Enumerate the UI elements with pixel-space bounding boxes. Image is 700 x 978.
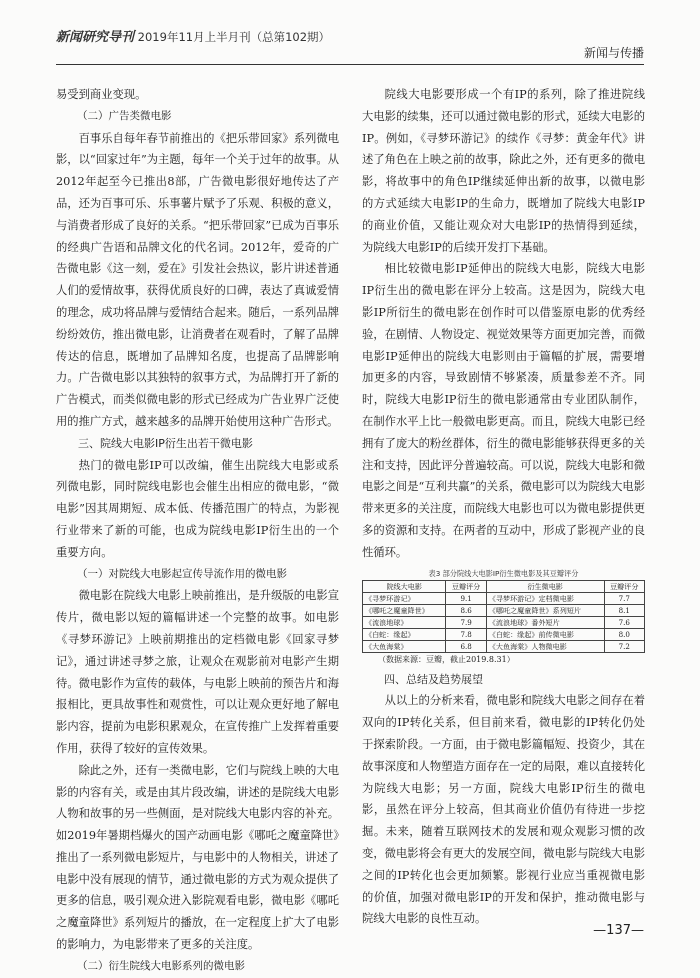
subsection-heading: （二）广告类微电影 — [77, 109, 172, 122]
table-cell: 《寻梦环游记》定档微电影 — [486, 592, 604, 604]
journal-title: 新闻研究导刊 — [56, 30, 135, 45]
table-cell: 8.0 — [604, 628, 644, 640]
issue-info: 2019年11月上半月刊（总第102期） — [137, 30, 331, 44]
paragraph: 热门的微电影IP可以改编，催生出院线大电影或系列微电影，同时院线电影也会催生出相应的微电影，“微电影”因其周期短、成本低、传播范围广的特点，为影视行业带来了新的可能，也成为院线电影IP衍生出的一个重要方向。 — [56, 458, 339, 559]
paragraph: 从以上的分析来看，微电影和院线大电影之间存在着双向的IP转化关系，但目前来看，微电影的IP转化仍处于探索阶段。一方面，由于微电影篇幅短、投资少，其在故事深度和人物塑造方面存在一定的局限，难以直接转化为院线大电影；另一方面，院线大电影IP衍生的微电影，虽然在评分上较高，但其商业价值仍有待进一步挖掘。未来，随着互联网技术的发展和观众观影习惯的改变，微电影将会有更大的发展空间，微电影与院线大电影之间的IP转化也会更加频繁。影视行业应当重视微电影的价值，加强对微电影IP的开发和保护，推动微电影与院线大电影的良性互动。 — [362, 694, 645, 926]
table-caption: 表3 部分院线大电影IP衍生微电影及其豆瓣评分 — [428, 568, 579, 578]
table-cell: 《哪吒之魔童降世》系列短片 — [486, 604, 604, 616]
subsection-heading: （一）对院线大电影起宣传导流作用的微电影 — [77, 567, 287, 580]
table-row — [363, 604, 645, 616]
table-row — [363, 628, 645, 640]
table-header: 豆瓣评分 — [604, 580, 644, 592]
table-cell: 《流浪地球》 — [363, 616, 446, 628]
table-header: 豆瓣评分 — [446, 580, 486, 592]
right-column — [362, 84, 645, 930]
table-cell: 8.6 — [446, 604, 486, 616]
left-column — [56, 84, 339, 978]
table-cell: 《白蛇：缘起》前传微电影 — [486, 628, 604, 640]
table-cell: 6.8 — [446, 640, 486, 652]
table-cell: 7.2 — [604, 640, 644, 652]
table-cell: 《寻梦环游记》 — [363, 592, 446, 604]
paragraph: 易受到商业变现。 — [56, 88, 147, 101]
table-row — [363, 616, 645, 628]
paragraph: 除此之外，还有一类微电影，它们与院线上映的大电影的内容有关，或是由其片段改编，讲述的是院线大电影人物和故事的另一些侧面，是对院线大电影内容的补充。如2019年暑期档爆火的国产动画电影《哪吒之魔童降世》推出了一系列微电影短片，与电影中的人物相关，讲述了电影中没有展现的情节，通过微电影的方式为观众提供了更多的信息，吸引观众进入影院观看电影，微电影《哪吒之魔童降世》系列短片的播放，在一定程度上扩大了电影的影响力，为电影带来了更多的关注度。 — [56, 763, 339, 952]
table-cell: 7.7 — [604, 592, 644, 604]
table-cell: 7.6 — [604, 616, 644, 628]
page-number: —137— — [593, 923, 644, 938]
table-cell: 7.9 — [446, 616, 486, 628]
table-source: （数据来源：豆瓣，截止2019.8.31） — [378, 654, 515, 664]
subsection-heading: （二）衍生院线大电影系列的微电影 — [77, 959, 245, 972]
table-cell: 9.1 — [446, 592, 486, 604]
table-header: 衍生微电影 — [486, 580, 604, 592]
section-title: 新闻与传播 — [583, 46, 644, 60]
table-cell: 7.8 — [446, 628, 486, 640]
journal-info — [56, 26, 330, 45]
data-table — [362, 580, 645, 653]
page-header — [56, 20, 644, 65]
table-3 — [362, 568, 645, 667]
table-row — [363, 592, 645, 604]
paragraph: 微电影在院线大电影上映前推出，是升级版的电影宣传片，微电影以短的篇幅讲述一个完整的故事。如电影《寻梦环游记》上映前期推出的定档微电影《回家寻梦记》，通过讲述寻梦之旅，让观众在观影前对电影产生期待。微电影作为宣传的载体，与电影上映前的预告片和海报相比，更具故事性和观赏性，可以让观众更好地了解电影内容，提前为电影积累观众，在宣传推广上发挥着重要作用，获得了较好的宣传效果。 — [56, 589, 339, 755]
table-row — [363, 640, 645, 652]
section-heading: 三、院线大电影IP衍生出若干微电影 — [78, 436, 253, 450]
section-heading: 四、总结及趋势展望 — [384, 672, 483, 686]
paragraph: 相比较微电影IP延伸出的院线大电影，院线大电影IP衍生出的微电影在评分上较高。这是因为，院线大电影IP所衍生的微电影在创作时可以借鉴原电影的优秀经验，在剧情、人物设定、视觉效果等方面更加完善，而微电影IP延伸出的院线大电影则由于篇幅的扩展，需要增加更多的内容，导致剧情不够紧凑，质量参差不齐。同时，院线大电影IP衍生的微电影通常由专业团队制作，在制作水平上比一般微电影更高。而且，院线大电影已经拥有了庞大的粉丝群体，衍生的微电影能够获得更多的关注和支持，因此评分普遍较高。可以说，院线大电影和微电影之间是“互利共赢”的关系，微电影可以为院线大电影带来更多的关注度，而院线大电影也可以为微电影提供更多的资源和支持。在两者的互动中，形成了影视产业的良性循环。 — [362, 262, 645, 559]
table-cell: 《大鱼海棠》人物微电影 — [486, 640, 604, 652]
table-cell: 《流浪地球》番外短片 — [486, 616, 604, 628]
table-cell: 《大鱼海棠》 — [363, 640, 446, 652]
paragraph: 院线大电影要形成一个有IP的系列，除了推进院线大电影的续集，还可以通过微电影的形式，延续大电影的IP。例如，《寻梦环游记》的续作《寻梦：黄金年代》讲述了角色在上映之前的故事，除此之外，还有更多的微电影，将故事中的角色IP继续延伸出新的故事，以微电影的方式延续大电影IP的生命力，既增加了院线大电影IP的商业价值，又能让观众对大电影IP的热情得到延续，为院线大电影IP的后续开发打下基础。 — [362, 88, 645, 254]
table-cell: 《哪吒之魔童降世》 — [363, 604, 446, 616]
paragraph: 百事乐自每年春节前推出的《把乐带回家》系列微电影，以“回家过年”为主题，每年一个关于过年的故事。从2012年起至今已推出8部，广告微电影很好地传达了产品，还为百事可乐、乐事薯片赋予了乐观、积极的意义，与消费者形成了良好的关系。“把乐带回家”已成为百事乐的经典广告语和品牌文化的代名词。2012年，爱奇的广告微电影《这一刻，爱在》引发社会热议，影片讲述普通人们的爱情故事，获得优质良好的口碑，表达了真诚爱情的理念，成功将品牌与爱情结合起来。随后，一系列品牌纷纷效仿，推出微电影，让消费者在观看时，了解了品牌传达的信息，既增加了品牌知名度，也提高了品牌影响力。广告微电影以其独特的叙事方式，为品牌打开了新的广告模式，而类似微电影的形式已经成为广告业界广泛使用的推广方式，越来越多的品牌开始使用这种广告形式。 — [56, 131, 339, 428]
table-cell: 8.1 — [604, 604, 644, 616]
table-header-row — [363, 580, 645, 592]
table-cell: 《白蛇：缘起》 — [363, 628, 446, 640]
table-header: 院线大电影 — [363, 580, 446, 592]
